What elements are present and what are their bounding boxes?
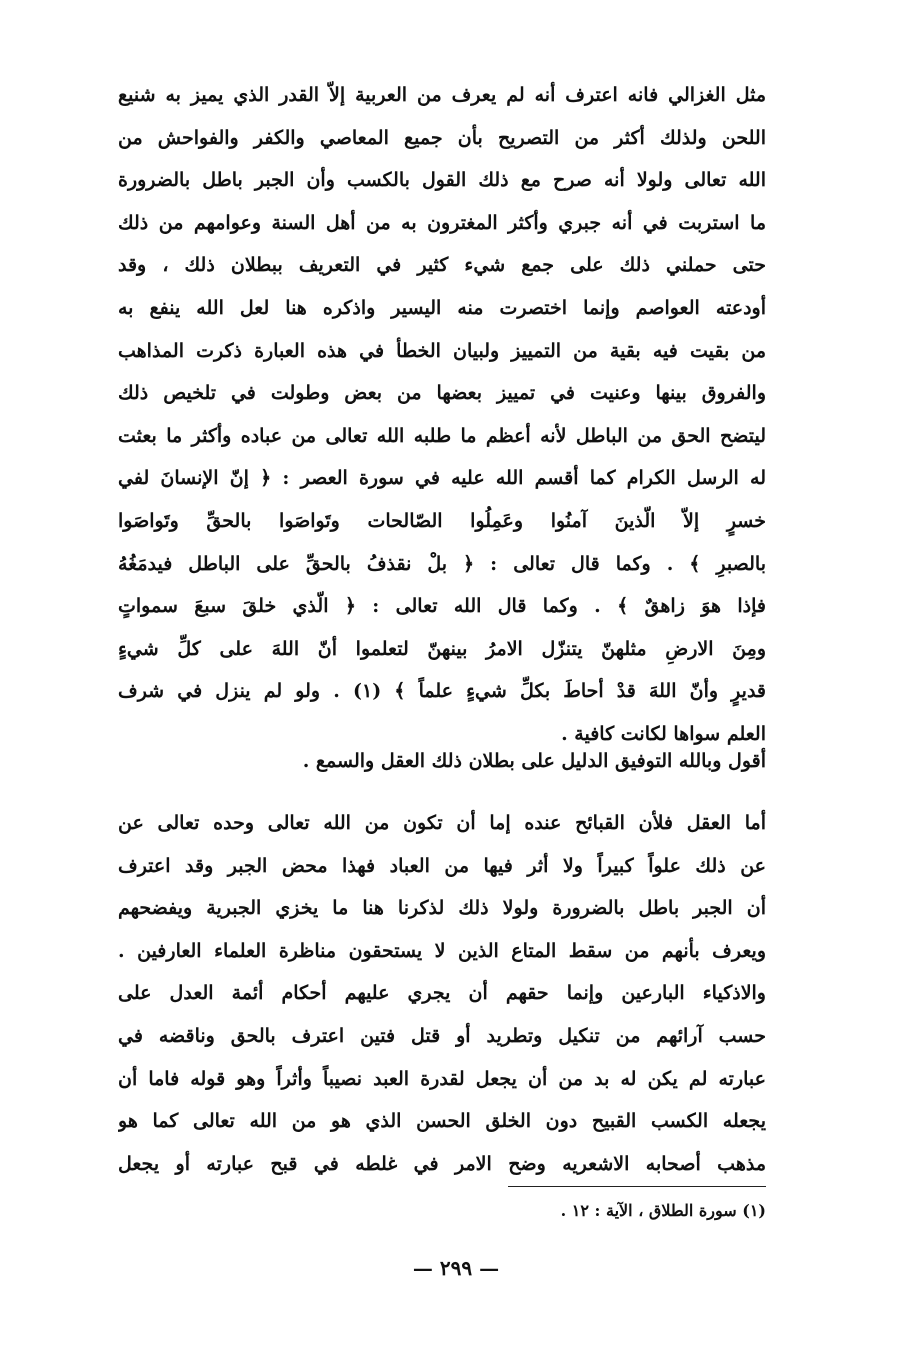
text-line: له الرسل الكرام كما أقسم الله عليه في سورة العصر : ﴿ إنّ الإنسانَ لفي (118, 467, 766, 490)
text-line: ليتضح الحق من الباطل لأنه أعظم ما طلبه الله تعالى من عباده وأكثر ما بعثت (118, 424, 766, 447)
text-line: من بقيت فيه بقية من التمييز ولبيان الخطأ في هذه العبارة ذكرت المذاهب (118, 339, 766, 362)
text-line: أما العقل فلأن القبائح عنده إما أن تكون من الله تعالى وحده تعالى عن (118, 812, 766, 834)
text-line: يجعله الكسب القبيح دون الخلق الحسن الذي هو من الله تعالى كما هو (118, 1110, 766, 1133)
text-line: أن الجبر باطل بالضرورة ولولا ذلك لذكرنا هنا ما يخزي الجبرية ويفضحهم (118, 897, 766, 920)
text-line: أودعته العواصم وإنما اختصرت منه اليسير واذكره هنا لعل الله ينفع به (118, 296, 766, 319)
text-line: اللحن ولذلك أكثر من التصريح بأن جميع المعاصي والكفر والفواحش من (118, 126, 766, 149)
paragraph-3 (118, 802, 766, 1185)
text-line: قديرٍ وأنّ اللهَ قدْ أحاطَ بكلِّ شيءٍ علماً ﴾ (١) . ولو لم ينزل في شرف (118, 680, 766, 703)
text-line: والاذكياء البارعين وإنما حقهم أن يجري عليهم أحكام أئمة العدل على (118, 982, 766, 1005)
page-number: — ٢٩٩ — (412, 1256, 500, 1280)
text-line: فإذا هوَ زاهقٌ ﴾ . وكما قال الله تعالى : ﴿ الّذي خلقَ سبعَ سمواتٍ (118, 595, 766, 618)
text-line: أقول وبالله التوفيق الدليل على بطلان ذلك العقل والسمع . (302, 750, 766, 772)
text-line: العلم سواها لكانت كافية . (561, 722, 766, 745)
footnote: (١) سورة الطلاق ، الآية : ١٢ . (560, 1201, 766, 1220)
text-line: حتى حملني ذلك على جمع شيء كثير في التعريف ببطلان ذلك ، وقد (118, 254, 766, 277)
text-line: خسرٍ إلاّ الّذينَ آمنُوا وعَمِلُوا الصّالحات وتَواصَوا بالحقِّ وتَواصَوا (118, 509, 766, 532)
text-line: ومِنَ الارضِ مثلهنّ يتنزّل الامرُ بينهنّ لتعلموا أنّ اللهَ على كلِّ شيءٍ (118, 637, 766, 660)
text-line: مذهب أصحابه الاشعريه وضح الامر في غلطه في قبح عبارته أو يجعل (118, 1152, 766, 1175)
text-line: ويعرف بأنهم من سقط المتاع الذين لا يستحقون مناظرة العلماء العارفين . (118, 939, 766, 962)
text-line: عن ذلك علواً كبيراً ولا أثر فيها من العباد فهذا محض الجبر وقد اعترف (118, 854, 766, 877)
text-line: ما استربت في أنه جبري وأكثر المغترون به من أهل السنة وعوامهم من ذلك (118, 211, 766, 234)
text-line: بالصبرِ ﴾ . وكما قال تعالى : ﴿ بلْ نقذفُ بالحقِّ على الباطل فيدمَغُهُ (118, 552, 766, 575)
text-line: مثل الغزالي فانه اعترف أنه لم يعرف من العربية إلاّ القدر الذي يميز به شنيع (118, 84, 766, 106)
text-line: الله تعالى ولولا أنه صرح مع ذلك القول بالكسب وأن الجبر باطل بالضرورة (118, 169, 766, 192)
text-line: عبارته لم يكن له بد من أن يجعل لقدرة العبد نصيباً وأثراً وهو قوله فاما أن (118, 1067, 766, 1090)
footnote-divider (508, 1186, 766, 1187)
text-line: والفروق بينها وعنيت في تمييز بعضها من بعض وطولت في تلخيص ذلك (118, 382, 766, 405)
paragraph-2 (118, 740, 766, 783)
paragraph-1 (118, 74, 766, 756)
text-line: حسب آرائهم من تنكيل وتطريد أو قتل فتين اعترف بالحق وناقضه في (118, 1024, 766, 1047)
